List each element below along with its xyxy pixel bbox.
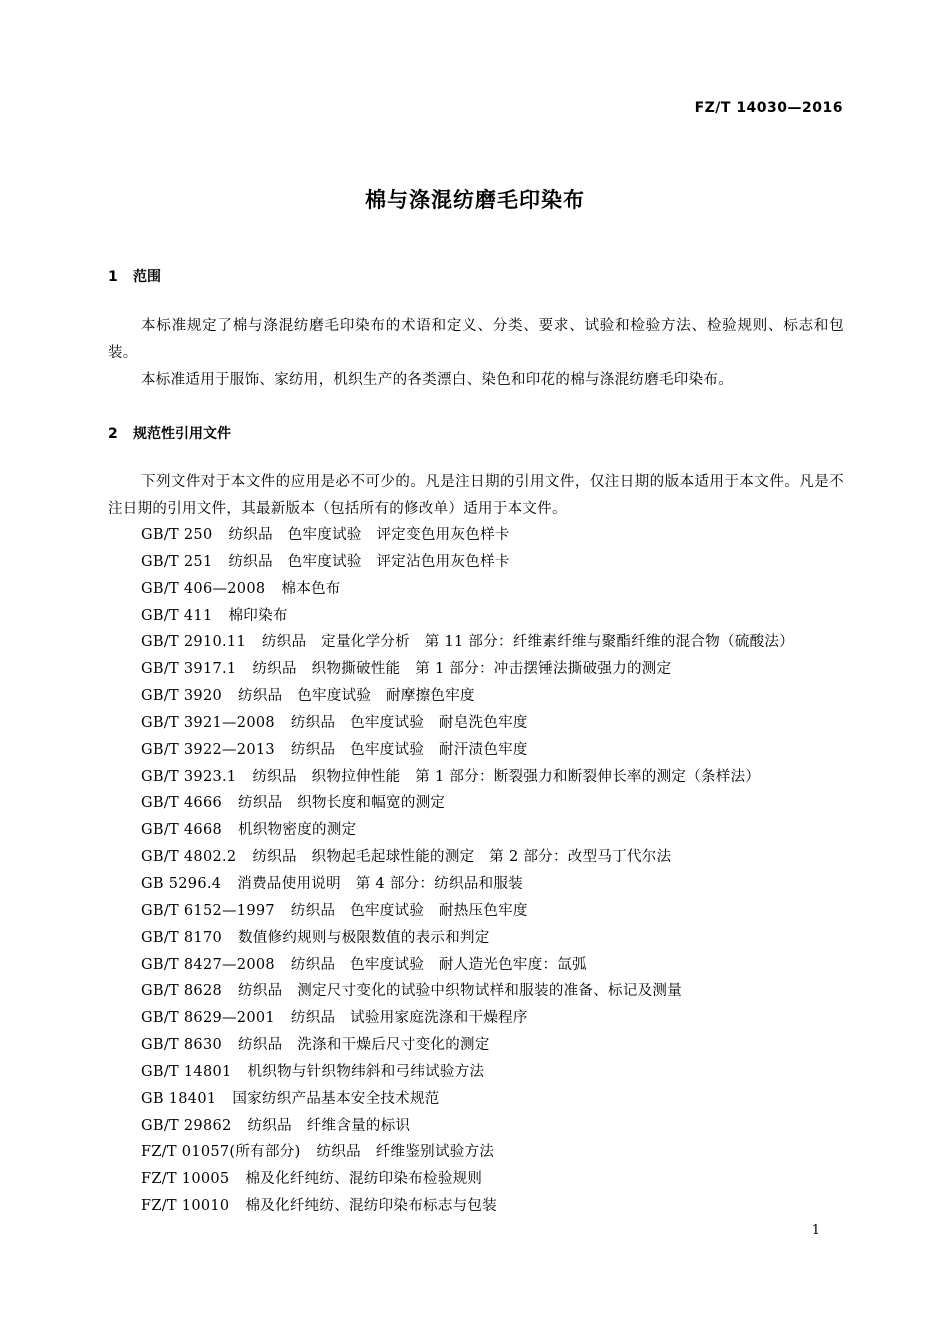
- reference-item: [141, 817, 794, 844]
- reference-title: 纺织品 色牢度试验 耐皂洗色牢度: [290, 714, 528, 731]
- reference-code: GB/T 14801: [141, 1063, 232, 1080]
- section-heading-normative-references: [108, 423, 231, 443]
- reference-code: GB/T 4668: [141, 822, 223, 839]
- reference-code: GB 5296.4: [141, 875, 222, 892]
- reference-title: 纺织品 色牢度试验 耐汗渍色牢度: [290, 741, 528, 758]
- reference-item: [141, 737, 794, 764]
- reference-title: 纺织品 色牢度试验 评定沾色用灰色样卡: [228, 553, 510, 570]
- reference-title: 纺织品 织物长度和幅宽的测定: [238, 795, 446, 812]
- reference-item: [141, 1086, 794, 1113]
- reference-title: 机织物与针织物纬斜和弓纬试验方法: [247, 1063, 485, 1080]
- reference-code: FZ/T 10010: [141, 1198, 230, 1215]
- reference-title: 棉本色布: [281, 580, 341, 597]
- reference-code: GB/T 4666: [141, 795, 223, 812]
- reference-item: [141, 576, 794, 603]
- section-title: 范围: [133, 269, 161, 285]
- reference-item: [141, 522, 794, 549]
- reference-item: [141, 871, 794, 898]
- reference-item: [141, 1113, 794, 1140]
- reference-item: [141, 683, 794, 710]
- reference-title: 纺织品 织物起毛起球性能的测定 第 2 部分：改型马丁代尔法: [252, 849, 672, 866]
- scope-paragraph-2: 本标准适用于服饰、家纺用，机织生产的各类漂白、染色和印花的棉与涤混纺磨毛印染布。: [141, 372, 733, 388]
- reference-code: GB/T 411: [141, 607, 213, 624]
- reference-title: 纺织品 纤维含量的标识: [247, 1117, 411, 1134]
- reference-code: GB/T 29862: [141, 1117, 232, 1134]
- reference-title: 棉及化纤纯纺、混纺印染布检验规则: [245, 1171, 483, 1188]
- reference-item: [141, 952, 794, 979]
- reference-item: [141, 978, 794, 1005]
- section-heading-scope: [108, 266, 161, 286]
- scope-paragraph-1: 本标准规定了棉与涤混纺磨毛印染布的术语和定义、分类、要求、试验和检验方法、检验规则、标志和包装。: [108, 318, 844, 361]
- reference-title: 国家纺织产品基本安全技术规范: [232, 1090, 440, 1107]
- reference-code: GB/T 251: [141, 553, 213, 570]
- reference-title: 纺织品 色牢度试验 耐人造光色牢度：氙弧: [290, 956, 587, 973]
- reference-code: GB/T 3917.1: [141, 661, 237, 678]
- reference-item: [141, 790, 794, 817]
- reference-title: 纺织品 纤维鉴别试验方法: [316, 1144, 495, 1161]
- reference-item: [141, 844, 794, 871]
- reference-item: [141, 925, 794, 952]
- reference-item: [141, 1166, 794, 1193]
- reference-item: [141, 710, 794, 737]
- reference-item: [141, 549, 794, 576]
- reference-code: GB/T 8628: [141, 983, 223, 1000]
- reference-item: [141, 629, 794, 656]
- reference-code: GB/T 250: [141, 527, 213, 543]
- reference-item: [141, 1032, 794, 1059]
- reference-code: GB/T 3920: [141, 688, 223, 705]
- reference-code: GB/T 4802.2: [141, 849, 237, 866]
- reference-title: 纺织品 测定尺寸变化的试验中织物试样和服装的准备、标记及测量: [238, 983, 683, 1000]
- reference-item: [141, 898, 794, 925]
- reference-title: 纺织品 色牢度试验 耐热压色牢度: [290, 902, 528, 919]
- reference-code: GB 18401: [141, 1090, 217, 1107]
- reference-item: [141, 603, 794, 630]
- reference-title: 纺织品 定量化学分析 第 11 部分：纤维素纤维与聚酯纤维的混合物（硫酸法）: [261, 634, 795, 651]
- reference-code: GB/T 2910.11: [141, 634, 246, 651]
- reference-code: GB/T 406—2008: [141, 580, 266, 597]
- reference-item: [141, 1005, 794, 1032]
- reference-title: 棉印染布: [228, 607, 288, 624]
- reference-title: 纺织品 织物拉伸性能 第 1 部分：断裂强力和断裂伸长率的测定（条样法）: [252, 768, 761, 785]
- reference-code: GB/T 3922—2013: [141, 741, 275, 758]
- reference-code: GB/T 8629—2001: [141, 1010, 275, 1027]
- reference-list: [141, 522, 794, 1220]
- reference-item: [141, 1193, 794, 1220]
- reference-code: GB/T 6152—1997: [141, 902, 275, 919]
- reference-title: 消费品使用说明 第 4 部分：纺织品和服装: [237, 875, 524, 892]
- reference-code: GB/T 8170: [141, 929, 223, 946]
- reference-item: [141, 764, 794, 791]
- reference-item: [141, 1139, 794, 1166]
- section-number: 1: [108, 269, 118, 285]
- reference-code: GB/T 3923.1: [141, 768, 237, 785]
- reference-title: 纺织品 织物撕破性能 第 1 部分：冲击摆锤法撕破强力的测定: [252, 661, 672, 678]
- reference-code: GB/T 8630: [141, 1037, 223, 1054]
- reference-code: FZ/T 10005: [141, 1171, 230, 1188]
- reference-title: 纺织品 色牢度试验 评定变色用灰色样卡: [228, 527, 510, 543]
- reference-title: 棉及化纤纯纺、混纺印染布标志与包装: [245, 1198, 498, 1215]
- reference-item: [141, 656, 794, 683]
- document-title: 棉与涤混纺磨毛印染布: [365, 188, 585, 212]
- section-title: 规范性引用文件: [133, 426, 231, 442]
- references-intro-paragraph: 下列文件对于本文件的应用是必不可少的。凡是注日期的引用文件，仅注日期的版本适用于本文件。凡是不注日期的引用文件，其最新版本（包括所有的修改单）适用于本文件。: [108, 474, 844, 517]
- reference-code: GB/T 3921—2008: [141, 714, 275, 731]
- reference-code: FZ/T 01057(所有部分): [141, 1144, 301, 1161]
- section-number: 2: [108, 426, 118, 442]
- reference-code: GB/T 8427—2008: [141, 956, 275, 973]
- reference-title: 纺织品 色牢度试验 耐摩擦色牢度: [238, 688, 475, 705]
- reference-title: 机织物密度的测定: [238, 822, 357, 839]
- reference-title: 纺织品 洗涤和干燥后尺寸变化的测定: [238, 1037, 490, 1054]
- reference-item: [141, 1059, 794, 1086]
- page-number: 1: [811, 1223, 820, 1238]
- reference-title: 纺织品 试验用家庭洗涤和干燥程序: [290, 1010, 528, 1027]
- standard-number: FZ/T 14030—2016: [694, 100, 843, 116]
- reference-title: 数值修约规则与极限数值的表示和判定: [238, 929, 490, 946]
